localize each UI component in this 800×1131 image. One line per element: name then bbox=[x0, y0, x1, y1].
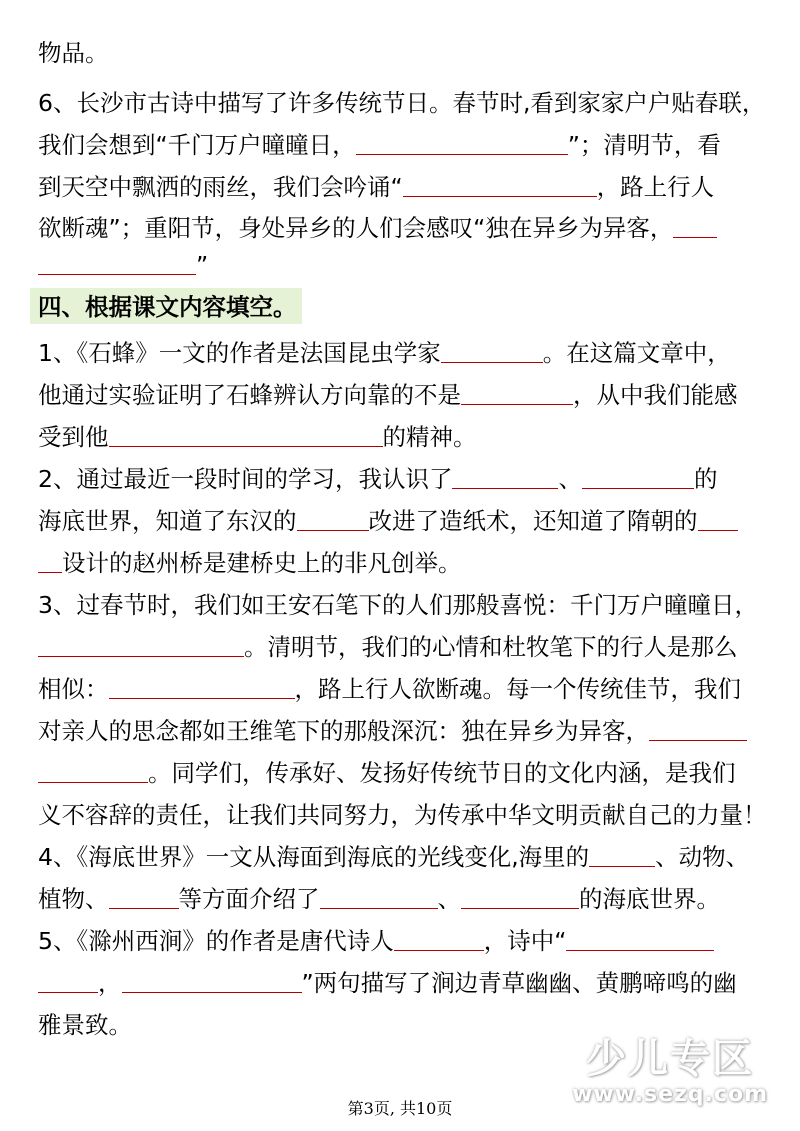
answer-blank[interactable] bbox=[38, 972, 98, 993]
answer-blank[interactable] bbox=[403, 176, 597, 197]
answer-blank[interactable] bbox=[582, 468, 694, 489]
text-line: 1、《石蜂》一文的作者是法国昆虫学家 。在这篇文章中， bbox=[38, 339, 731, 367]
answer-blank[interactable] bbox=[356, 134, 568, 155]
answer-blank[interactable] bbox=[461, 384, 573, 405]
answer-blank[interactable] bbox=[38, 762, 148, 783]
text-line: 相似： ，路上行人欲断魂。每一个传统佳节，我们 bbox=[38, 675, 741, 703]
answer-blank[interactable] bbox=[109, 678, 295, 699]
answer-blank[interactable] bbox=[589, 846, 655, 867]
answer-blank[interactable] bbox=[38, 636, 244, 657]
text-line: 物品。 bbox=[38, 39, 109, 67]
answer-blank[interactable] bbox=[441, 342, 543, 363]
answer-blank[interactable] bbox=[109, 426, 383, 447]
text-line: 4、《海底世界》一文从海面到海底的光线变化,海里的 、动物、 bbox=[38, 843, 750, 871]
text-line: 3、过春节时，我们如王安石笔下的人们那般喜悦：千门万户曈曈日， bbox=[38, 591, 758, 619]
watermark-title: 少儿专区 bbox=[586, 1036, 755, 1082]
text-line: 我们会想到“千门万户曈曈日， ”；清明节，看 bbox=[38, 131, 721, 159]
watermark-url: www.sezq.com bbox=[572, 1082, 768, 1107]
answer-blank[interactable] bbox=[320, 888, 438, 909]
text-line: 设计的赵州桥是建桥史上的非凡创举。 bbox=[38, 548, 768, 578]
text-line: 到天空中飘洒的雨丝，我们会吟诵“ ，路上行人 bbox=[38, 173, 715, 201]
answer-blank[interactable] bbox=[122, 972, 302, 993]
text-line: ” bbox=[38, 250, 768, 280]
answer-blank[interactable] bbox=[297, 510, 369, 531]
page-footer: 第3页, 共10页 bbox=[347, 1099, 453, 1118]
text-line: 植物、 等方面介绍了 、 的海底世界。 bbox=[38, 885, 720, 913]
answer-blank[interactable] bbox=[566, 930, 714, 951]
answer-blank[interactable] bbox=[461, 888, 579, 909]
text-line: 他通过实验证明了石蜂辨认方向靠的不是 ，从中我们能感 bbox=[38, 381, 738, 409]
answer-blank[interactable] bbox=[38, 552, 62, 573]
answer-blank[interactable] bbox=[452, 468, 558, 489]
text-line: 。同学们，传承好、发扬好传统节日的文化内涵，是我们 bbox=[38, 758, 768, 788]
text-line: 2、通过最近一段时间的学习，我认识了 、 的 bbox=[38, 465, 718, 493]
text-line: ， ”两句描写了涧边青草幽幽、黄鹏啼鸣的幽 bbox=[38, 968, 768, 998]
answer-blank[interactable] bbox=[673, 217, 717, 238]
text-line: 对亲人的思念都如王维笔下的那般深沉：独在异乡为异客， bbox=[38, 716, 768, 746]
text-line: 5、《滁州西涧》的作者是唐代诗人 ，诗中“ bbox=[38, 926, 768, 956]
answer-blank[interactable] bbox=[649, 720, 747, 741]
text-line: 。清明节，我们的心情和杜牧笔下的行人是那么 bbox=[38, 632, 768, 662]
text-line: 义不容辞的责任，让我们共同努力，为传承中华文明贡献自己的力量！ bbox=[38, 801, 767, 829]
answer-blank[interactable] bbox=[109, 888, 179, 909]
text-line: 雅景致。 bbox=[38, 1011, 132, 1039]
section-title: 四、根据课文内容填空。 bbox=[38, 293, 297, 321]
text-line: 6、长沙市古诗中描写了许多传统节日。春节时,看到家家户户贴春联， bbox=[38, 89, 766, 117]
text-line: 欲断魂”；重阳节，身处异乡的人们会感叹“独在异乡为异客， bbox=[38, 213, 768, 243]
text-line: 受到他 的精神。 bbox=[38, 423, 477, 451]
text-line: 海底世界，知道了东汉的 改进了造纸术，还知道了隋朝的 bbox=[38, 506, 768, 536]
answer-blank[interactable] bbox=[38, 254, 196, 275]
answer-blank[interactable] bbox=[698, 510, 738, 531]
answer-blank[interactable] bbox=[394, 930, 484, 951]
